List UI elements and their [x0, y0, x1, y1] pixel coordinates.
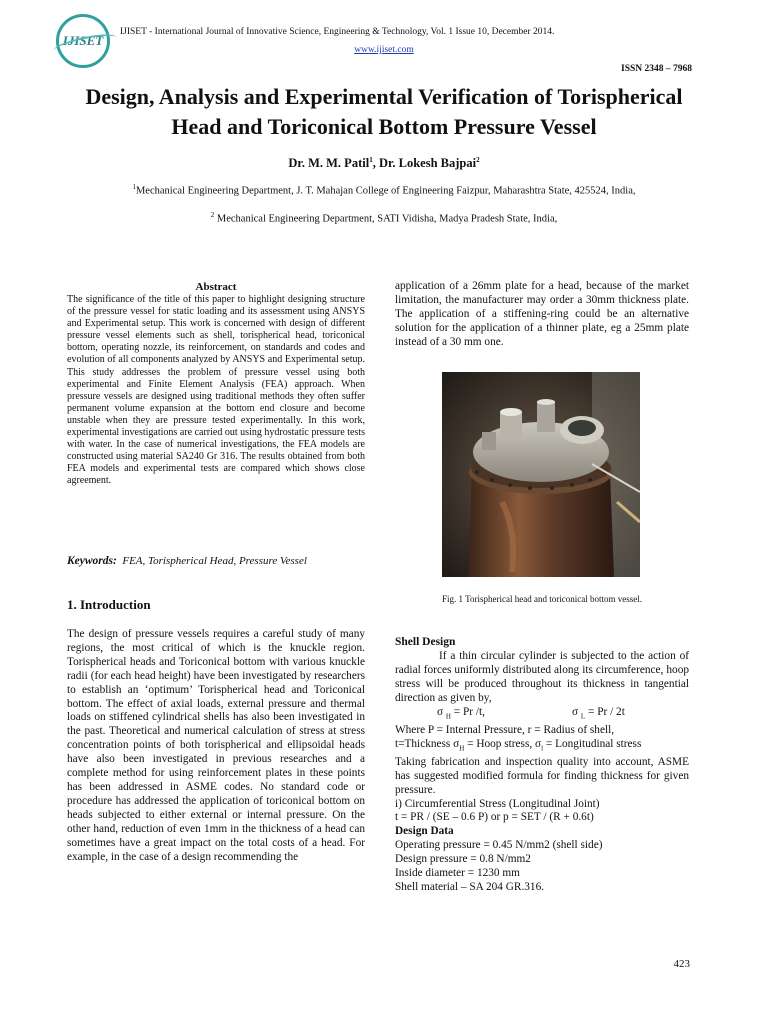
introduction-continued: application of a 26mm plate for a head, because of the market limitation, the manufacturer may order a 30mm thickness plate. The application of a stiffening-ring could be an alternative solution for the application of a thinner plate, eg a 25mm plate instead of a 30 mm one.: [395, 280, 689, 348]
design-data-heading: Design Data: [395, 825, 454, 838]
affiliation-1: [0, 183, 768, 197]
issn: ISSN 2348 – 7968: [621, 64, 692, 74]
authors: Dr. M. M. Patil$^1$, Dr. Lokesh Bajpai$^2$: [288, 156, 480, 171]
logo-text: IJISET: [62, 33, 104, 48]
abstract-heading: Abstract: [195, 281, 237, 293]
author-2-sup: 2: [476, 156, 480, 164]
thick-sub-1: H: [459, 743, 465, 752]
shell-design-heading: Shell Design: [395, 636, 456, 648]
longitudinal-equation: [572, 706, 625, 724]
introduction-heading: 1. Introduction: [67, 597, 151, 612]
journal-logo: [56, 14, 110, 68]
thick-a: t=Thickness σ: [395, 737, 460, 750]
thick-c: = Longitudinal stress: [543, 737, 642, 750]
affiliation-2: [0, 211, 768, 225]
title-line-2: Head and Toriconical Bottom Pressure Vessel: [171, 114, 597, 139]
shell-para-1: If a thin circular cylinder is subjected to the action of radial forces uniformly distributed along its circumference, hoop stress will be produced throughout its thickness in tangential direction as given by,: [395, 650, 689, 704]
shell-design-body: [395, 650, 689, 895]
thick-b: = Hoop stress, σ: [464, 737, 542, 750]
eq2-rest: = Pr / 2t: [585, 705, 625, 718]
aff-2-text: Mechanical Engineering Department, SATI Vidisha, Madya Pradesh State, India,: [214, 213, 558, 225]
pressure-vessel-photo: [442, 372, 640, 577]
aff-1-text: Mechanical Engineering Department, J. T. Mahajan College of Engineering Faizpur, Maharashtra State, 425524, India,: [135, 185, 636, 197]
title-line-1: Design, Analysis and Experimental Verification of Torispherical: [85, 84, 683, 109]
thick-sub-2: l: [541, 743, 544, 752]
where-line: Where P = Internal Pressure, r = Radius of shell,: [395, 723, 615, 736]
eq1-symbol: σ: [437, 705, 444, 718]
eq2-symbol: σ: [572, 705, 579, 718]
keywords-text: FEA, Torispherical Head, Pressure Vessel: [122, 555, 307, 567]
design-data-item: Design pressure = 0.8 N/mm2: [395, 853, 531, 866]
design-data-item: Operating pressure = 0.45 N/mm2 (shell side): [395, 839, 603, 852]
shell-para-2: Taking fabrication and inspection quality into account, ASME has suggested modified formula for finding thickness for given pressure.: [395, 755, 689, 796]
introduction-body: The design of pressure vessels requires a careful study of many regions, the most critical of which is the knuckle region. Torispherical heads and Toriconical bottom with various knuckle radii (for each head height) have been investigated by researchers to establish an ‘optimum’ Torispherical head and Toriconical bottom. The effect of axial loads, external pressure and thermal loads on stiffened cylindrical shells has also been investigated in the past. Theoretical and numerical calculation of stress at stress concentration points of both torispherical and ellipsoidal heads have also been investigated in previous researches and a complete method for using reinforcement plates in these points has been addressed in ASME codes. No standard code or procedure has addressed the application of toriconical bottom on heads subjected to either external or internal pressure. On the other hand, reduction of even 1mm in the thickness of a head can sometimes have a great impact on the total costs of a head. For example, in the case of a design recommending the: [67, 628, 365, 863]
thickness-formula: t = PR / (SE – 0.6 P) or p = SET / (R + 0.6t): [395, 811, 594, 824]
page-number: 423: [673, 958, 690, 970]
paper-title: [40, 82, 728, 142]
eq1-rest: = Pr /t,: [450, 705, 485, 718]
keywords-label: Keywords:: [67, 555, 117, 567]
author-1: Dr. M. M. Patil: [288, 156, 370, 171]
stress-equations: [395, 706, 689, 724]
aff-1-sup: 1: [132, 183, 136, 191]
author-1-sup: 1: [369, 156, 373, 164]
eq1-sub: H: [445, 711, 451, 720]
eq2-sub: L: [580, 711, 586, 720]
journal-url-link[interactable]: www.ijiset.com: [354, 45, 414, 55]
abstract-body: The significance of the title of this paper to highlight designing structure of the pressure vessel for static loading and its assessment using ANSYS and Experimental setup. This work is concerned with design of different pressure vessel elements such as shell, torispherical head, toriconical bottom, operating nozzle, its reinforcement, on standards and codes and evolution of all components analyzed by ANSYS and Experimental setup. This study addresses the problem of pressure vessel using both experimental and Finite Element Analysis (FEA) approach. When pressure vessels are designed using traditional methods they often suffer permanent volume expansion at the bottom end closure and become unstable when they are pressure tested experimentally. In this work, experimental investigations are carried out using hydrostatic pressure tests with water. In the case of numerical investigations, the FEA models are constructed using material SA240 Gr 316. The results obtained from both FEA models and experimental tests are compared which shows close agreement.: [67, 294, 365, 487]
journal-line: IJISET - International Journal of Innovative Science, Engineering & Technology, Vol. 1 Issue 10, December 2014.: [120, 27, 555, 37]
design-data-item: Inside diameter = 1230 mm: [395, 867, 520, 880]
design-data-item: Shell material – SA 204 GR.316.: [395, 881, 545, 893]
keywords: [67, 555, 365, 567]
thickness-line: [395, 738, 689, 756]
hoop-equation: [437, 706, 572, 724]
circumferential-stress: i) Circumferential Stress (Longitudinal Joint): [395, 797, 600, 810]
aff-2-sup: 2: [210, 211, 215, 219]
figure-caption: Fig. 1 Torispherical head and toriconical bottom vessel.: [442, 594, 642, 604]
author-2: Dr. Lokesh Bajpai: [378, 156, 477, 171]
